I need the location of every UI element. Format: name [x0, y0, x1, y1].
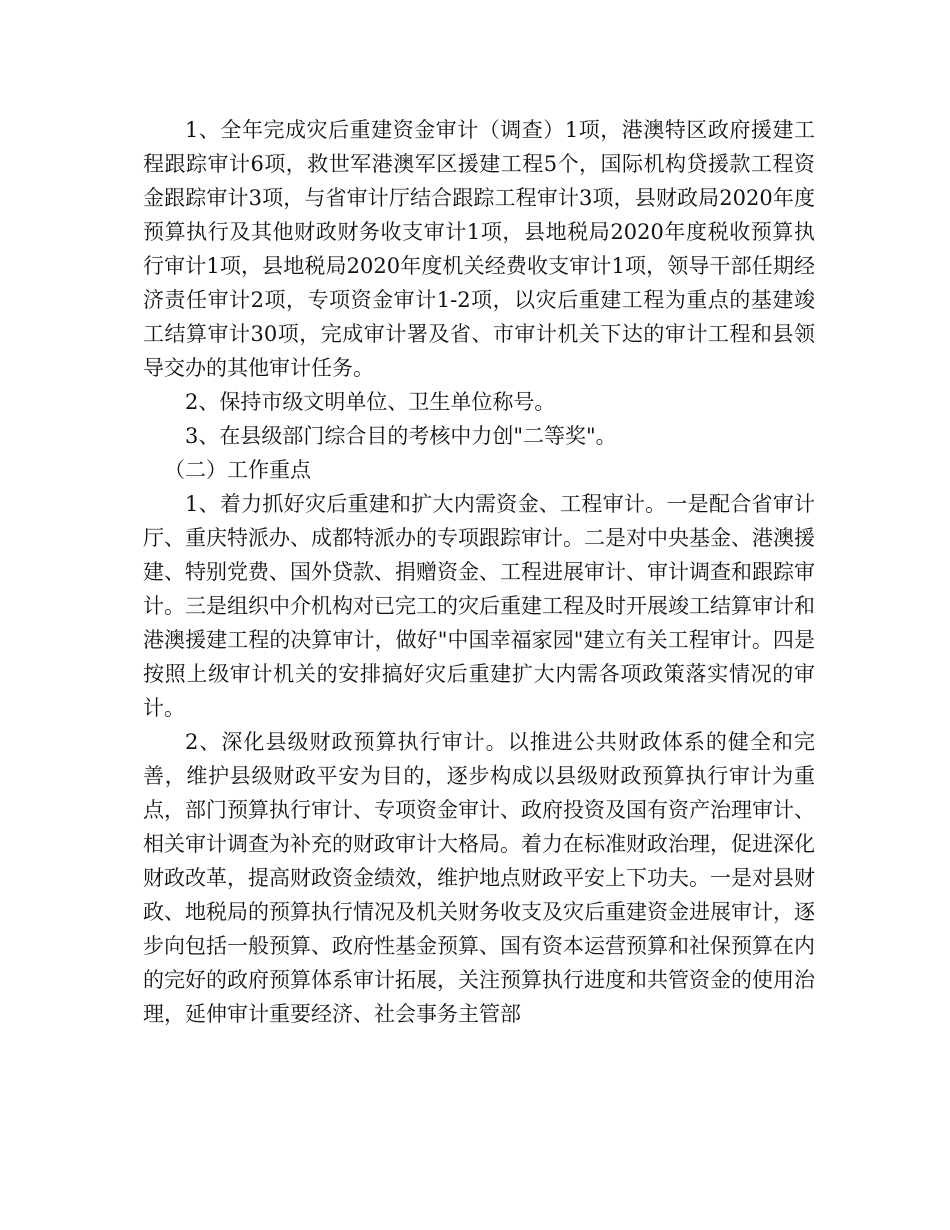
paragraph-budget-execution-audit: 2、深化县级财政预算执行审计。以推进公共财政体系的健全和完善，维护县级财政平安为目的，逐步构成以县级财政预算执行审计为重点，部门预算执行审计、专项资金审计、政府投资及国有资产治理审计、相关审计调查为补充的财政审计大格局。着力在标准财政治理，促进深化财政改革，提高财政资金绩效，维护地点财政平安上下功夫。一是对县财政、地税局的预算执行情况及机关财务收支及灾后重建资金进展审计，逐步向包括一般预算、政府性基金预算、国有资本运营预算和社保预算在内的完好的政府预算体系审计拓展，关注预算执行进度和共管资金的使用治理，延伸审计重要经济、社会事务主管部 [143, 730, 815, 1026]
paragraph-assessment-award: 3、在县级部门综合目的考核中力创"二等奖"。 [185, 424, 617, 448]
section-heading-work-focus: （二）工作重点 [164, 458, 311, 482]
paragraph-civilized-unit: 2、保持市级文明单位、卫生单位称号。 [185, 390, 556, 414]
document-body [143, 113, 815, 1031]
paragraph-reconstruction-audit: 1、着力抓好灾后重建和扩大内需资金、工程审计。一是配合省审计厅、重庆特派办、成都特派办的专项跟踪审计。二是对中央基金、港澳援建、特别党费、国外贷款、捐赠资金、工程进展审计、审计调查和跟踪审计。三是组织中介机构对已完工的灾后重建工程及时开展竣工结算审计和港澳援建工程的决算审计，做好"中国幸福家园"建立有关工程审计。四是按照上级审计机关的安排搞好灾后重建扩大内需各项政策落实情况的审计。 [143, 492, 815, 720]
paragraph-annual-audit-tasks: 1、全年完成灾后重建资金审计（调查）1项，港澳特区政府援建工程跟踪审计6项，救世军港澳军区援建工程5个，国际机构贷援款工程资金跟踪审计3项，与省审计厅结合跟踪工程审计3项，县财政局2020年度预算执行及其他财政财务收支审计1项，县地税局2020年度税收预算执行审计1项，县地税局2020年度机关经费收支审计1项，领导干部任期经济责任审计2项，专项资金审计1-2项，以灾后重建工程为重点的基建竣工结算审计30项，完成审计署及省、市审计机关下达的审计工程和县领导交办的其他审计任务。 [143, 118, 815, 380]
